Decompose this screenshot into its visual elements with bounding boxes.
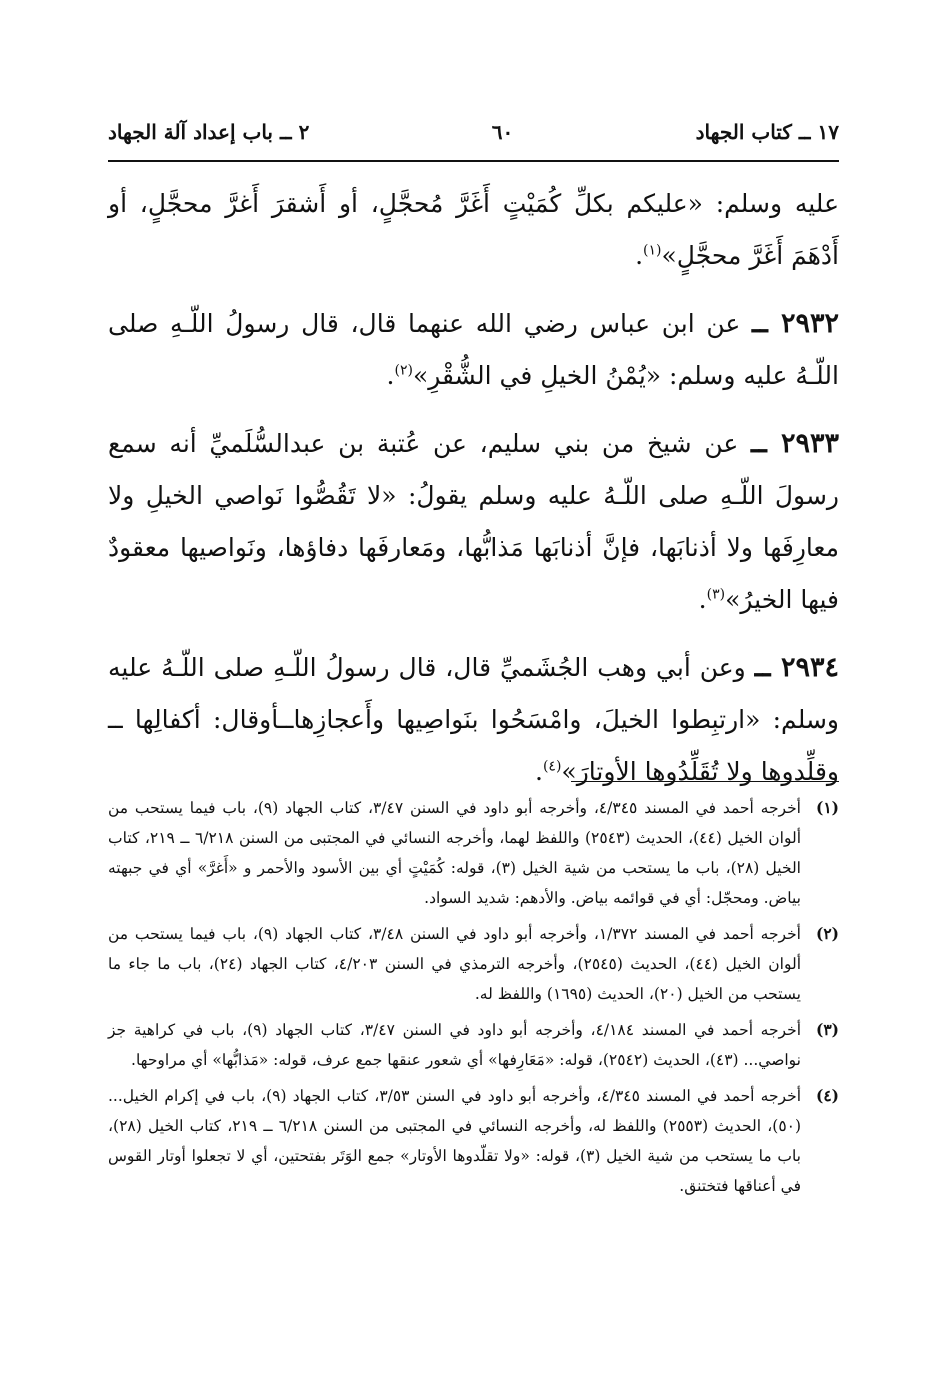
footnote-number: (١) (815, 798, 839, 817)
hadith-number: ٢٩٣٣ ــ (751, 428, 839, 459)
header-rule (108, 160, 839, 162)
sentence-end: . (535, 757, 543, 786)
hadith-paragraph (108, 178, 839, 282)
footnote-ref[interactable]: (١) (643, 242, 662, 259)
hadith-paragraph (108, 298, 839, 402)
hadith-paragraph (108, 418, 839, 626)
running-header (108, 120, 839, 144)
footnote-separator (571, 781, 839, 782)
footnote-ref[interactable]: (٣) (706, 586, 726, 603)
chapter-title: ١٧ ــ كتاب الجهاد (695, 120, 839, 144)
hadith-body: عن ابن عباس رضي الله عنهما قال، قال رسولُ اللّـهِ صلى اللّـهُ عليه وسلم: «يُمْنُ الخيلِ في الشُّقْرِ» (108, 309, 839, 390)
footnote-text: أخرجه أحمد في المسند ١/٣٧٢، وأخرجه أبو داود في السنن ٣/٤٨، كتاب الجهاد (٩)، باب فيما يستحب من ألوان الخيل (٤٤)، الحديث (٢٥٤٥)، وأخرجه الترمذي في السنن ٤/٢٠٣، كتاب الجهاد (٢٤)، باب ما جاء ما يستحب من الخيل (٢٠)، الحديث (١٦٩٥) واللفظ له. (108, 925, 802, 1003)
hadith-number: ٢٩٣٤ ــ (754, 652, 839, 683)
footnote-number: (٤) (815, 1086, 839, 1105)
footnote (108, 1081, 839, 1201)
footnote-text: أخرجه أحمد في المسند ٤/٣٤٥، وأخرجه أبو داود في السنن ٣/٥٣، كتاب الجهاد (٩)، باب في إكرام الخيل... (٥٠)، الحديث (٢٥٥٣) واللفظ له، وأخرجه النسائي في المجتبى من السنن ٦/٢١٨ ــ ٢١٩، كتاب الخيل (٢٨)، باب ما يستحب من شية الخيل (٣)، قوله: «ولا تقلّدوها الأوتار» جمع الوَتَر بفتحتين، أي لا تجعلوا أوتار القوس في أعناقها فتختنق. (108, 1087, 802, 1195)
hadith-body: وعن أبي وهب الجُشَميِّ قال، قال رسولُ اللّـهِ صلى اللّـهُ عليه وسلم: «ارتبِطوا الخيلَ، وامْسَحُوا بنَواصِيها وأَعجازِهاــأوقال: أكفالِها ــ وقلِّدوها ولا تُقَلِّدُوها الأوتارَ» (108, 653, 839, 786)
footnote-ref[interactable]: (٢) (394, 362, 413, 379)
sentence-end: . (386, 361, 395, 390)
footnotes (108, 793, 839, 1207)
page-number: ٦٠ (491, 120, 514, 144)
hadith-body: عن شيخ من بني سليم، عن عُتبة بن عبدالسُّلَميِّ أنه سمع رسولَ اللّـهِ صلى اللّـهُ عليه وسلم يقولُ: «لا تَقُصُّوا نَواصي الخيلِ ولا معارِفَها ولا أذنابَها، فإنَّ أذنابَها مَذابُّها، ومَعارفَها دفاؤها، ونَواصيها معقودٌ فيها الخيرُ» (108, 429, 839, 614)
hadith-body: عليه وسلم: «عليكم بكلِّ كُمَيْتٍ أَغَرَّ مُحجَّلٍ، أو أَشقرَ أَغرَّ محجَّلٍ، أو أَدْهَمَ أَغَرَّ محجَّلٍ» (108, 189, 839, 270)
footnote (108, 919, 839, 1009)
sentence-end: . (635, 241, 644, 270)
footnote-text: أخرجه أحمد في المسند ٤/٣٤٥، وأخرجه أبو داود في السنن ٣/٤٧، كتاب الجهاد (٩)، باب فيما يستحب من ألوان الخيل (٤٤)، الحديث (٢٥٤٣) واللفظ لهما، وأخرجه النسائي في المجتبى من السنن ٦/٢١٨ ــ ٢١٩، كتاب الخيل (٢٨)، باب ما يستحب من شية الخيل (٣)، قوله: كُمَيْتٍ أي بين الأسود والأحمر و «أَغرَّ» أي في جبهته بياض. ومحجّل: أي في قوائمه بياض. والأدهم: شديد السواد. (108, 799, 802, 907)
section-title: ٢ ــ باب إعداد آلة الجهاد (108, 120, 310, 144)
footnote-number: (٢) (815, 924, 839, 943)
footnote-ref[interactable]: (٤) (542, 758, 562, 775)
hadith-paragraph (108, 642, 839, 798)
footnote (108, 1015, 839, 1075)
hadith-text (108, 178, 839, 814)
footnote-text: أخرجه أحمد في المسند ٤/١٨٤، وأخرجه أبو داود في السنن ٣/٤٧، كتاب الجهاد (٩)، باب في كراهية جز نواصي... (٤٣)، الحديث (٢٥٤٢)، قوله: «مَعَارِفها» أي شعور عنقها جمع عرف، قوله: «مَذابُّها» أي مراوحها. (108, 1021, 801, 1069)
footnote-number: (٣) (815, 1020, 839, 1039)
footnote (108, 793, 839, 913)
hadith-number: ٢٩٣٢ ــ (752, 308, 839, 339)
sentence-end: . (698, 585, 707, 614)
